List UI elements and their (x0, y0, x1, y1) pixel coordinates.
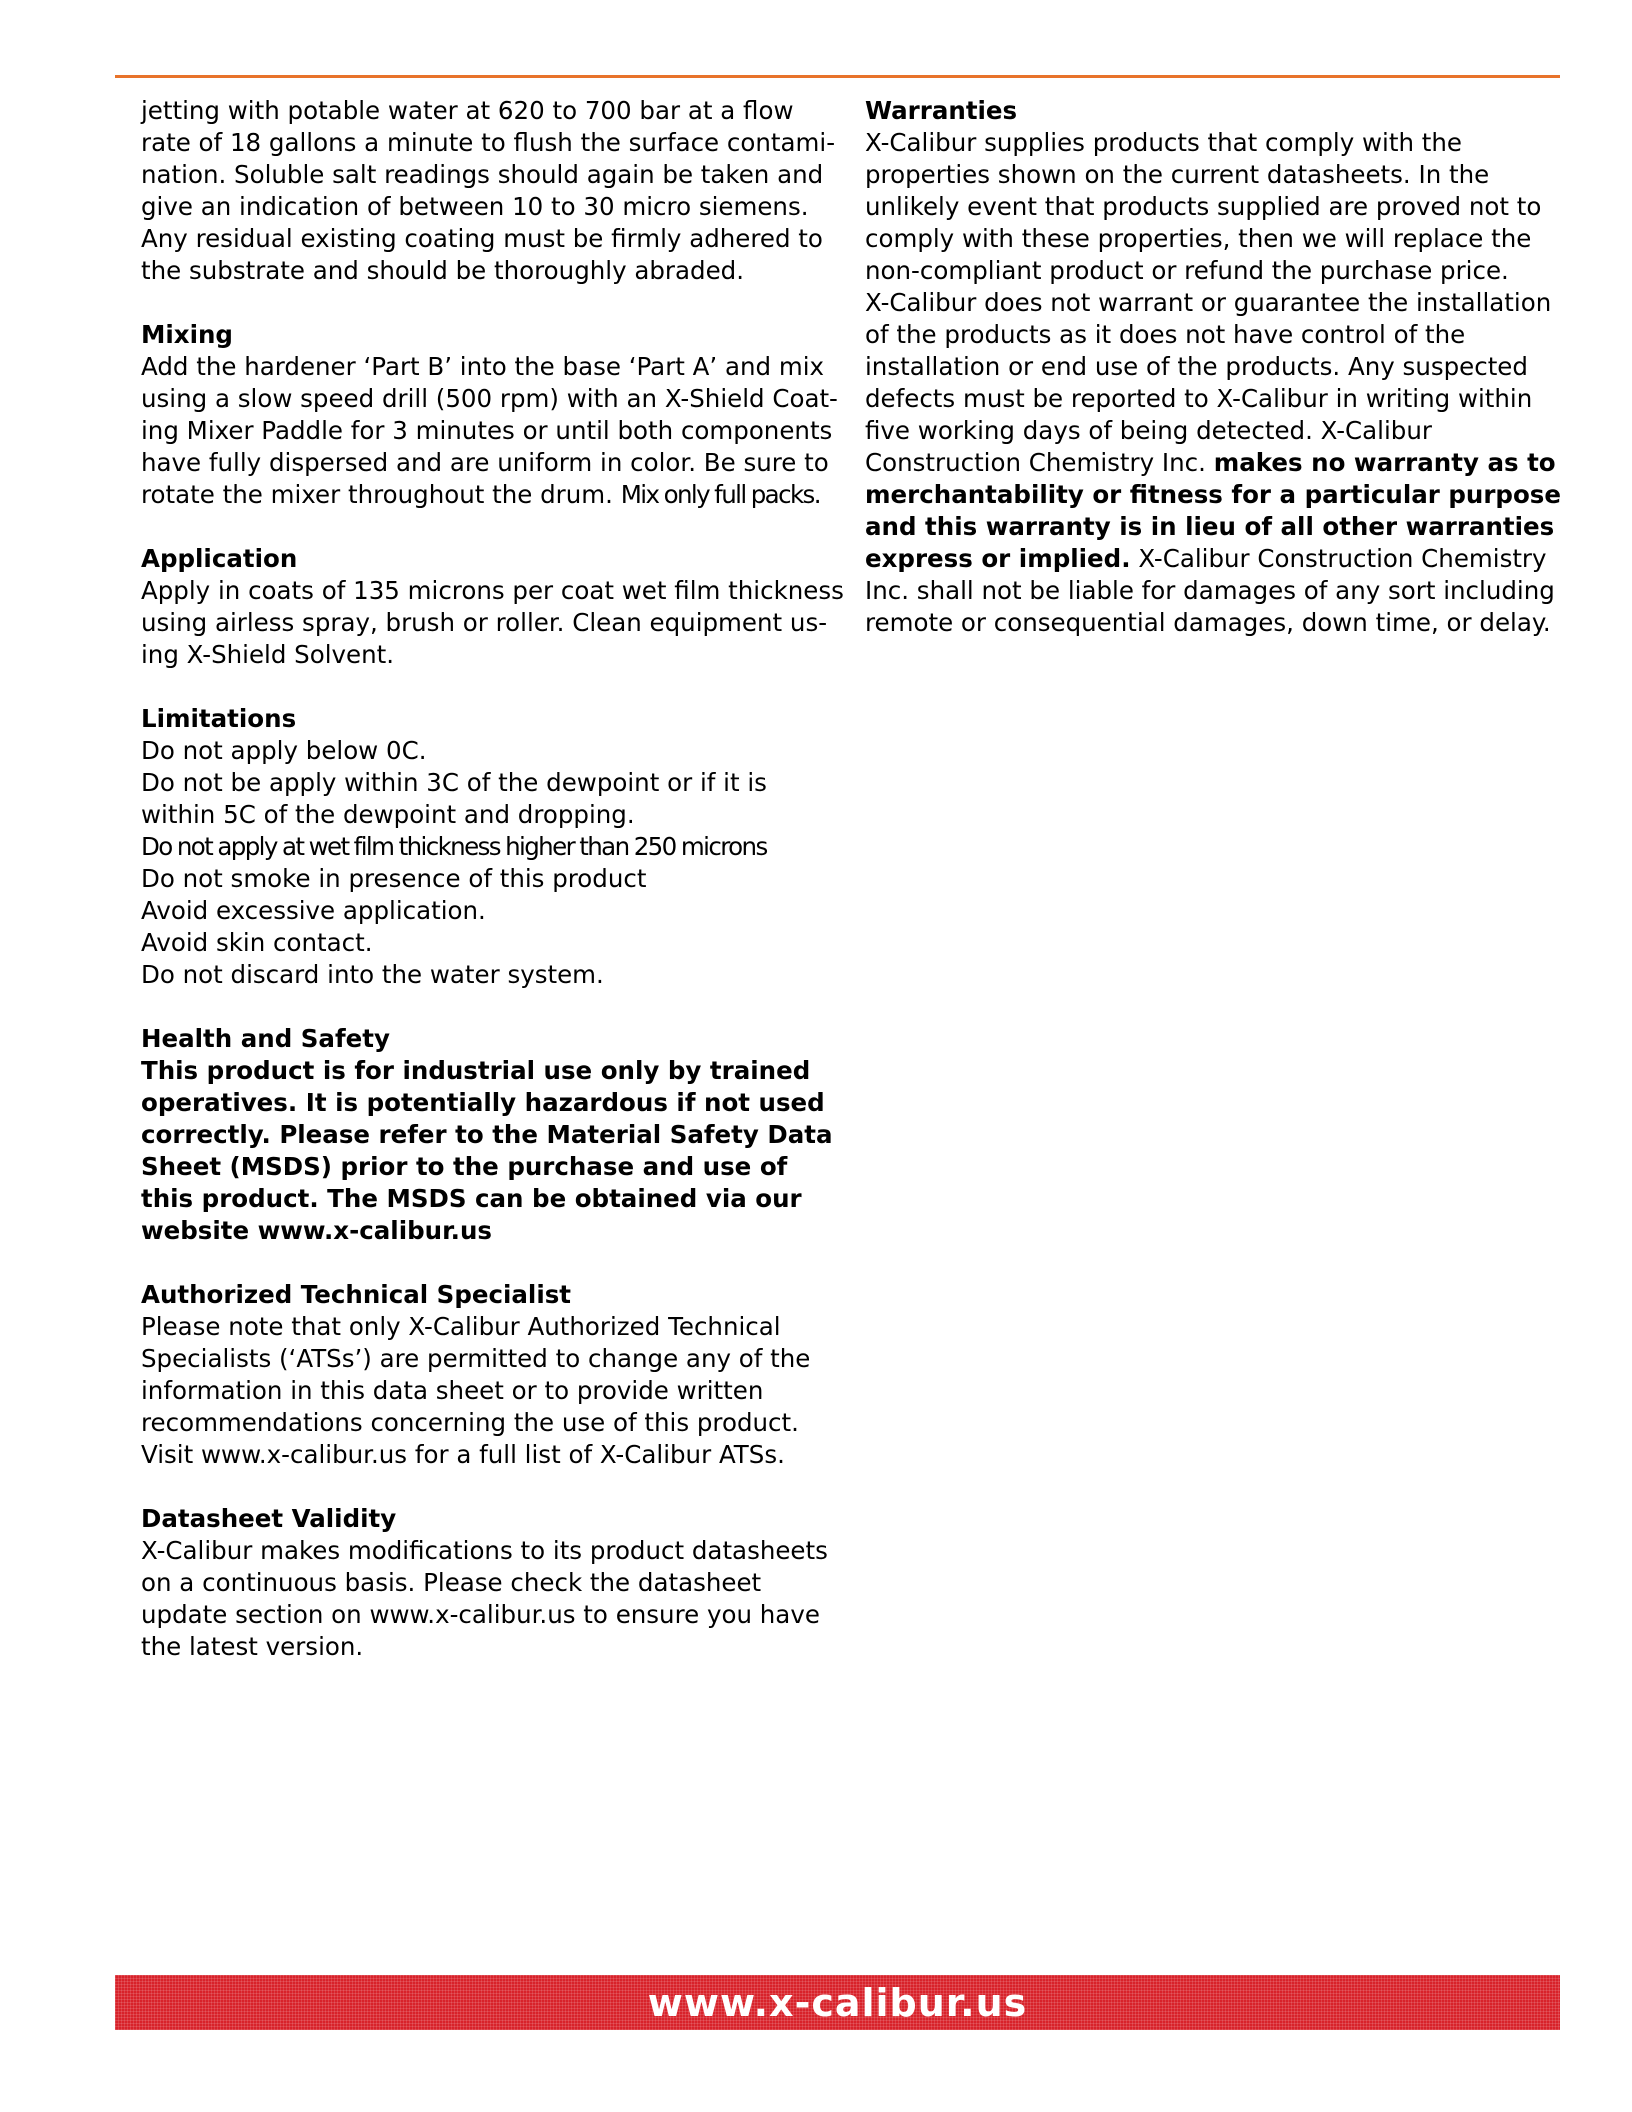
warranties-line: of the products as it does not have control of the (865, 320, 1466, 349)
warranties-line (865, 543, 1565, 575)
warranties-line (865, 447, 1565, 479)
warranties-line: defects must be reported to X-Calibur in writing within (865, 384, 1533, 413)
health-safety-heading: Health and Safety (141, 1024, 390, 1053)
warranties-disclaimer-line: and this warranty is in lieu of all other warranties (865, 512, 1555, 541)
warranties-line: remote or consequential damages, down time, or delay. (865, 608, 1551, 637)
health-safety-line: website www.x-calibur.us (141, 1216, 492, 1245)
limitation-item: Avoid excessive application. (141, 896, 486, 925)
validity-line: on a continuous basis. Please check the datasheet (141, 1568, 762, 1597)
intro-line: nation. Soluble salt readings should again be taken and (141, 160, 824, 189)
health-safety-line: Sheet (MSDS) prior to the purchase and use of (141, 1152, 788, 1181)
warranties-disclaimer-end: express or implied. (865, 544, 1131, 573)
mixing-line: Add the hardener ‘Part B’ into the base ‘Part A’ and mix (141, 352, 825, 381)
health-safety-line: this product. The MSDS can be obtained via our (141, 1184, 802, 1213)
warranties-line: comply with these properties, then we will replace the (865, 224, 1532, 253)
ats-line: Visit www.x-calibur.us for a full list of X-Calibur ATSs. (141, 1440, 785, 1469)
ats-line: Specialists (‘ATSs’) are permitted to change any of the (141, 1344, 811, 1373)
footer-band (115, 1975, 1560, 2030)
left-column (141, 95, 844, 1695)
mixing-line: using a slow speed drill (500 rpm) with an X-Shield Coat- (141, 384, 838, 413)
warranties-company-text: Construction Chemistry Inc. (865, 448, 1214, 477)
warranties-heading: Warranties (865, 96, 1018, 125)
limitation-item: Do not apply below 0C. (141, 736, 427, 765)
validity-heading: Datasheet Validity (141, 1504, 397, 1533)
limitation-item: within 5C of the dewpoint and dropping. (141, 800, 635, 829)
warranties-line: installation or end use of the products. Any suspected (865, 352, 1528, 381)
validity-line: update section on www.x-calibur.us to ensure you have (141, 1600, 820, 1629)
limitation-film-thickness: Do not apply at wet film thickness higher than 250 microns (141, 832, 767, 861)
warranties-line: X-Calibur supplies products that comply with the (865, 128, 1462, 157)
ats-line: information in this data sheet or to provide written (141, 1376, 764, 1405)
warranties-line: non-compliant product or refund the purchase price. (865, 256, 1509, 285)
application-heading: Application (141, 544, 298, 573)
mixing-line: ing Mixer Paddle for 3 minutes or until both components (141, 416, 833, 445)
limitations-heading: Limitations (141, 704, 297, 733)
intro-line: jetting with potable water at 620 to 700 bar at a flow (141, 96, 794, 125)
right-column (865, 95, 1565, 671)
top-rule (115, 75, 1560, 78)
warranties-line: properties shown on the current datasheets. In the (865, 160, 1490, 189)
intro-line: Any residual existing coating must be firmly adhered to (141, 224, 823, 253)
mixing-last-line (141, 479, 820, 511)
mixing-section (141, 319, 838, 511)
ats-line: recommendations concerning the use of this product. (141, 1408, 799, 1437)
health-safety-line: operatives. It is potentially hazardous if not used (141, 1088, 825, 1117)
health-safety-line: This product is for industrial use only by trained (141, 1056, 811, 1085)
intro-line: give an indication of between 10 to 30 micro siemens. (141, 192, 809, 221)
warranties-line: X-Calibur does not warrant or guarantee the installation (865, 288, 1552, 317)
mixing-full-packs-note: Mix only full packs. (620, 480, 820, 509)
application-line: Apply in coats of 135 microns per coat wet film thickness (141, 576, 844, 605)
intro-line: the substrate and should be thoroughly abraded. (141, 256, 744, 285)
footer-website-url: www.x-calibur.us (647, 1980, 1028, 2025)
limitation-item: Do not discard into the water system. (141, 960, 604, 989)
application-section (141, 543, 844, 671)
application-line: using airless spray, brush or roller. Clean equipment us- (141, 608, 828, 637)
warranties-disclaimer-line: merchantability or fitness for a particular purpose (865, 480, 1561, 509)
ats-line: Please note that only X-Calibur Authorized Technical (141, 1312, 781, 1341)
limitation-item: Avoid skin contact. (141, 928, 373, 957)
validity-line: X-Calibur makes modifications to its product datasheets (141, 1536, 828, 1565)
mixing-heading: Mixing (141, 320, 233, 349)
health-safety-line: correctly. Please refer to the Material Safety Data (141, 1120, 833, 1149)
warranties-line: Inc. shall not be liable for damages of any sort including (865, 576, 1555, 605)
warranties-liability-start: X-Calibur Construction Chemistry (1130, 544, 1547, 573)
limitation-item (141, 831, 816, 863)
application-line: ing X-Shield Solvent. (141, 640, 395, 669)
ats-section (141, 1279, 816, 1471)
limitation-item: Do not be apply within 3C of the dewpoint or if it is (141, 768, 767, 797)
limitations-section (141, 703, 816, 991)
limitation-item: Do not smoke in presence of this product (141, 864, 647, 893)
warranties-line: unlikely event that products supplied are proved not to (865, 192, 1542, 221)
mixing-line: have fully dispersed and are uniform in color. Be sure to (141, 448, 829, 477)
intro-line: rate of 18 gallons a minute to flush the surface contami- (141, 128, 836, 157)
warranties-disclaimer-start: makes no warranty as to (1213, 448, 1556, 477)
intro-section (141, 95, 836, 287)
mixing-last-line-start: rotate the mixer throughout the drum. (141, 480, 621, 509)
warranties-section (865, 95, 1565, 639)
validity-section (141, 1503, 828, 1663)
warranties-line: five working days of being detected. X-Calibur (865, 416, 1432, 445)
health-safety-section (141, 1023, 833, 1247)
validity-line: the latest version. (141, 1632, 364, 1661)
ats-heading: Authorized Technical Specialist (141, 1280, 572, 1309)
